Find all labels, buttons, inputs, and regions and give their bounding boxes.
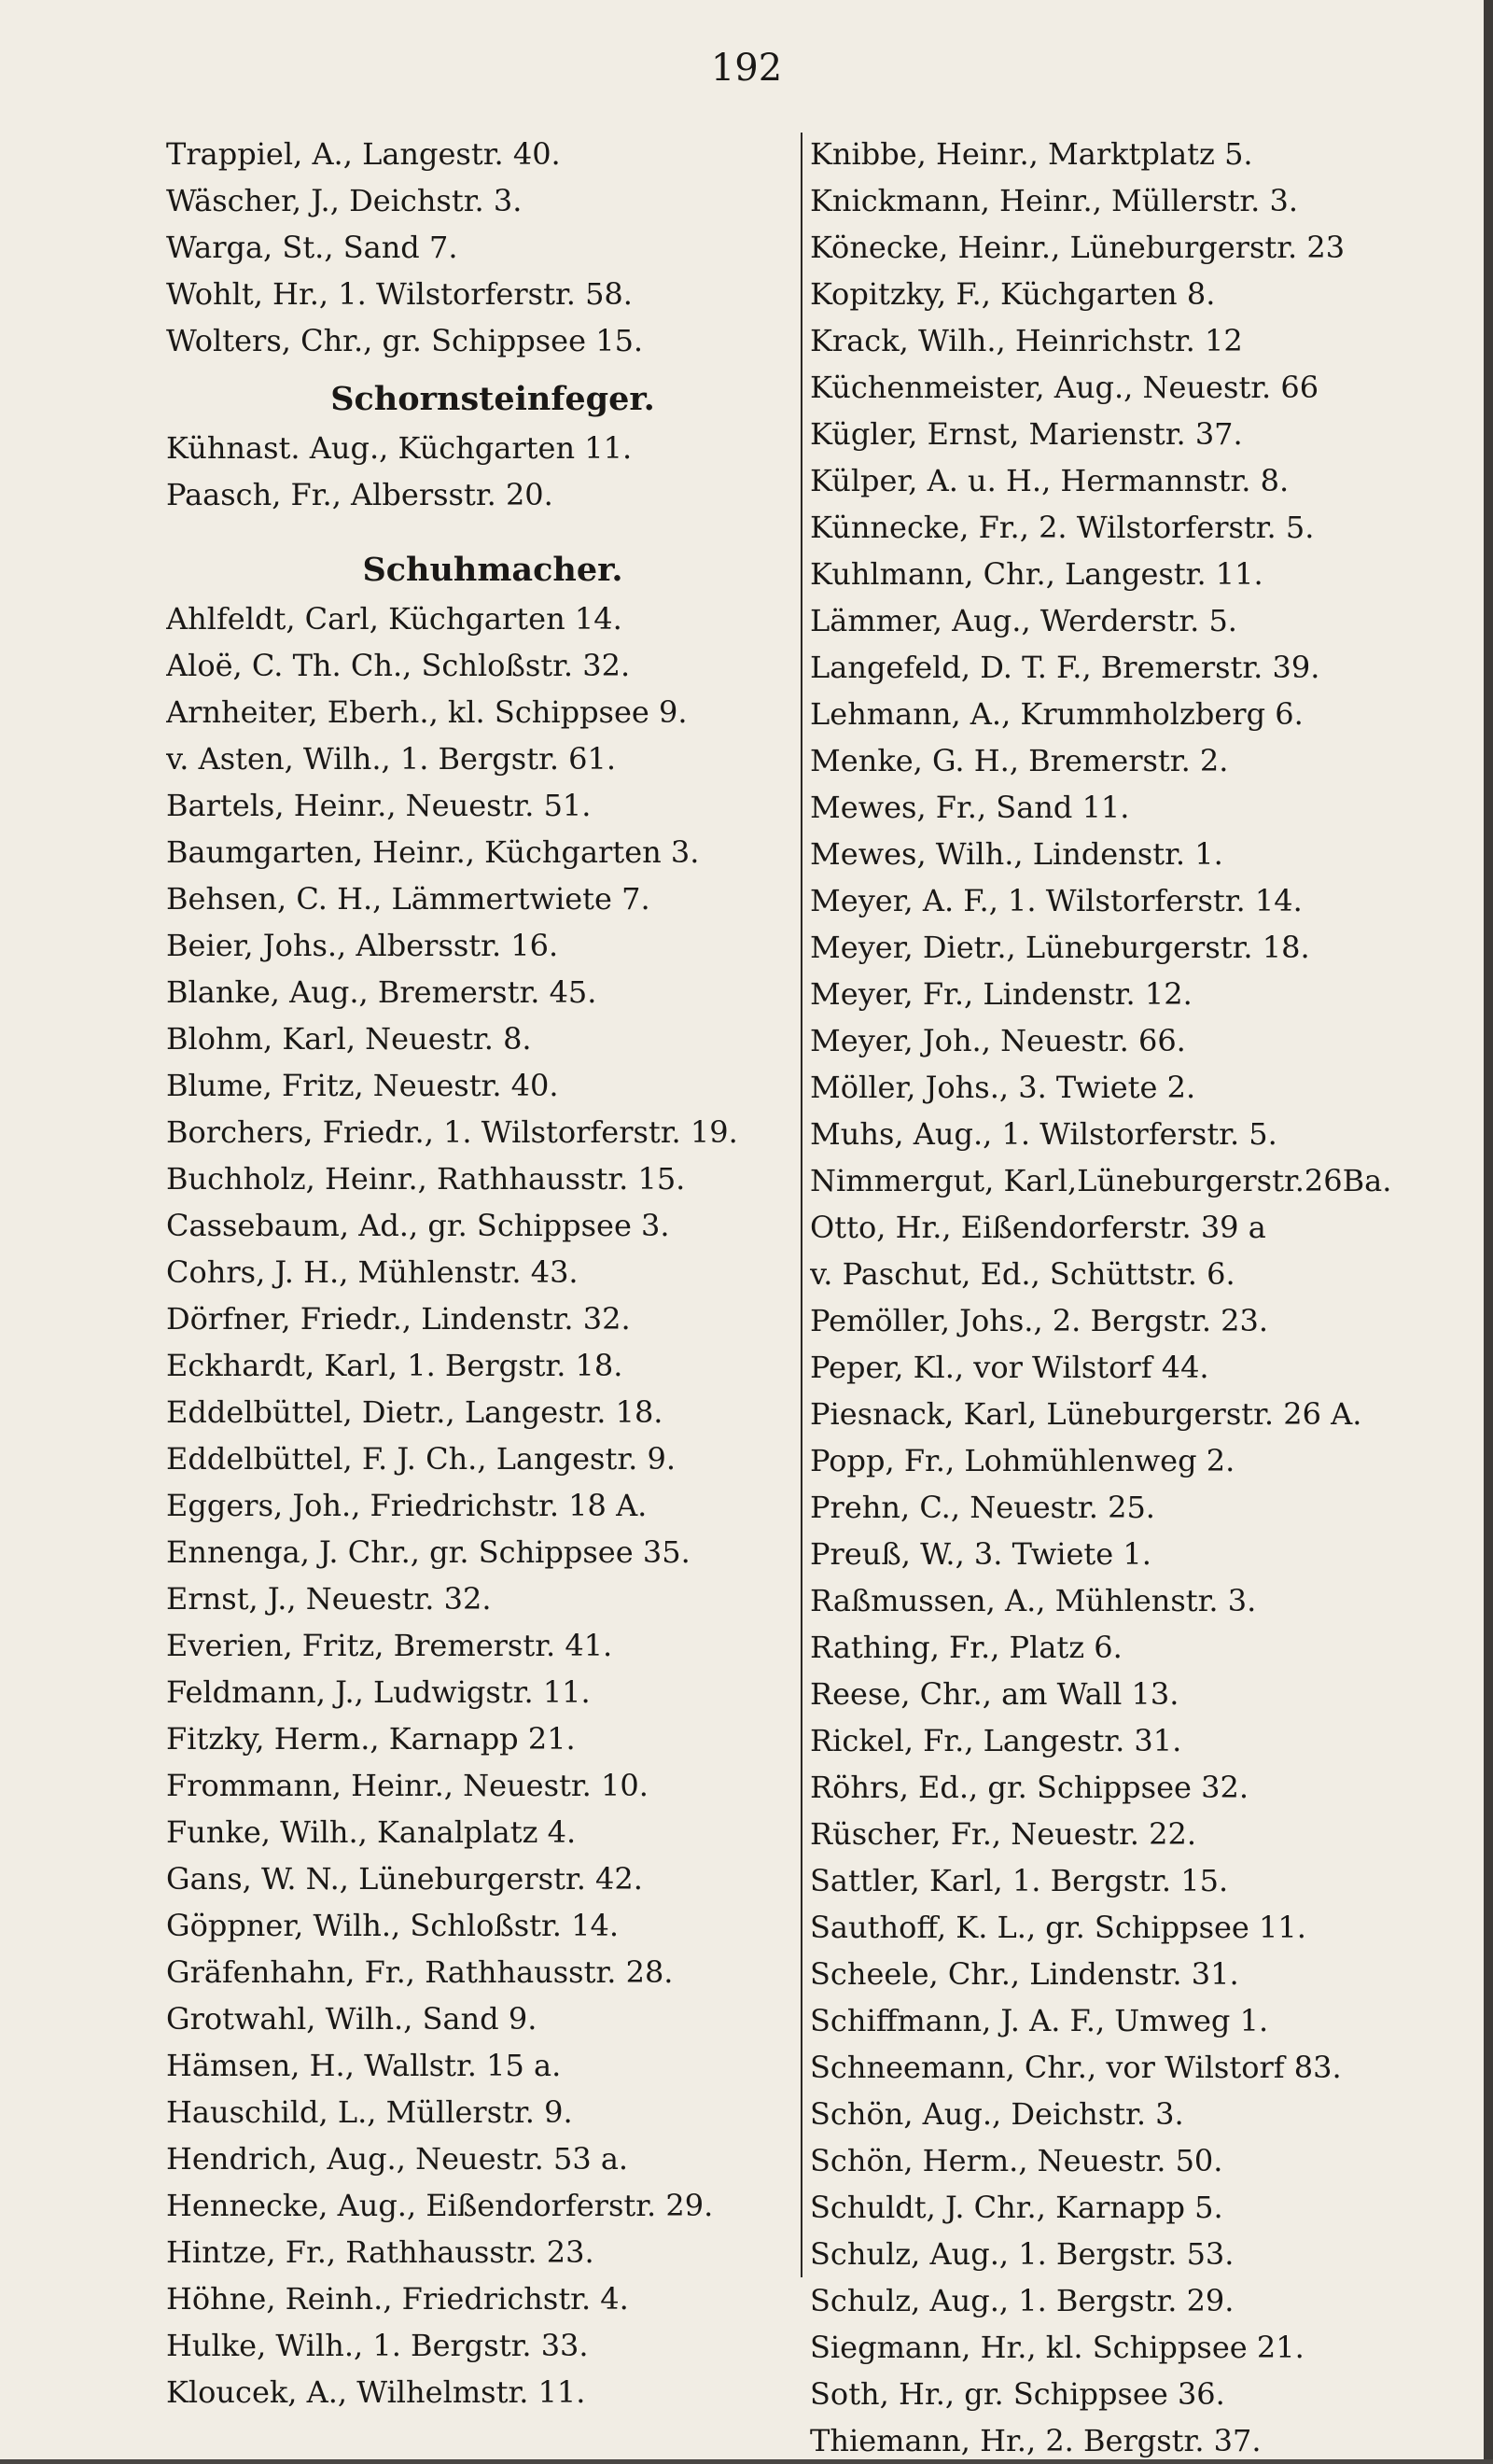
directory-entry: Fitzky, Herm., Karnapp 21.	[166, 1721, 576, 1757]
directory-entry: Gräfenhahn, Fr., Rathhausstr. 28.	[166, 1954, 674, 1990]
directory-entry: Rathing, Fr., Platz 6.	[810, 1630, 1123, 1665]
directory-entry: Soth, Hr., gr. Schippsee 36.	[810, 2376, 1225, 2412]
directory-entry: Knickmann, Heinr., Müllerstr. 3.	[810, 183, 1299, 218]
directory-entry: Schön, Herm., Neuestr. 50.	[810, 2143, 1223, 2178]
page-number: 192	[710, 47, 783, 90]
directory-entry: Wolters, Chr., gr. Schippsee 15.	[166, 323, 644, 358]
directory-entry: Behsen, C. H., Lämmertwiete 7.	[166, 881, 650, 917]
left-entries-shoemakers	[166, 595, 819, 2415]
directory-entry: Pemöller, Johs., 2. Bergstr. 23.	[810, 1303, 1269, 1338]
directory-entry: Rickel, Fr., Langestr. 31.	[810, 1723, 1182, 1758]
directory-entry: Popp, Fr., Lohmühlenweg 2.	[810, 1443, 1235, 1478]
directory-entry: Külper, A. u. H., Hermannstr. 8.	[810, 463, 1290, 498]
directory-entry: Otto, Hr., Eißendorferstr. 39 a	[810, 1210, 1266, 1245]
left-entries-top	[166, 131, 819, 364]
directory-entry: Peper, Kl., vor Wilstorf 44.	[810, 1350, 1209, 1385]
directory-entry: Hulke, Wilh., 1. Bergstr. 33.	[166, 2328, 589, 2363]
directory-entry: Kuhlmann, Chr., Langestr. 11.	[810, 556, 1263, 592]
directory-entry: Krack, Wilh., Heinrichstr. 12	[810, 323, 1243, 358]
directory-entry: Möller, Johs., 3. Twiete 2.	[810, 1070, 1196, 1105]
left-column	[166, 131, 819, 2415]
directory-entry: Wäscher, J., Deichstr. 3.	[166, 183, 523, 218]
directory-entry: Schuldt, J. Chr., Karnapp 5.	[810, 2190, 1223, 2225]
directory-entry: v. Paschut, Ed., Schüttstr. 6.	[810, 1256, 1235, 1292]
directory-entry: Eddelbüttel, F. J. Ch., Langestr. 9.	[166, 1441, 676, 1477]
directory-entry: Schneemann, Chr., vor Wilstorf 83.	[810, 2050, 1342, 2085]
directory-entry: Reese, Chr., am Wall 13.	[810, 1676, 1179, 1712]
directory-entry: Knibbe, Heinr., Marktplatz 5.	[810, 136, 1253, 172]
directory-entry: Hennecke, Aug., Eißendorferstr. 29.	[166, 2188, 714, 2223]
directory-entry: Kloucek, A., Wilhelmstr. 11.	[166, 2374, 586, 2410]
left-entries-chimney	[166, 425, 819, 518]
directory-entry: Borchers, Friedr., 1. Wilstorferstr. 19.	[166, 1114, 738, 1150]
directory-entry: Schulz, Aug., 1. Bergstr. 53.	[810, 2236, 1235, 2272]
directory-entry: Könecke, Heinr., Lüneburgerstr. 23	[810, 230, 1346, 265]
directory-entry: Menke, G. H., Bremerstr. 2.	[810, 743, 1229, 778]
directory-entry: Langefeld, D. T. F., Bremerstr. 39.	[810, 650, 1320, 685]
directory-entry: Meyer, Fr., Lindenstr. 12.	[810, 976, 1193, 1012]
directory-entry: Scheele, Chr., Lindenstr. 31.	[810, 1956, 1239, 1992]
directory-entry: Meyer, A. F., 1. Wilstorferstr. 14.	[810, 883, 1303, 918]
page-edge-shadow	[1484, 0, 1493, 2459]
directory-entry: Ahlfeldt, Carl, Küchgarten 14.	[166, 601, 622, 637]
directory-entry: Frommann, Heinr., Neuestr. 10.	[166, 1768, 649, 1803]
directory-entry: Ennenga, J. Chr., gr. Schippsee 35.	[166, 1534, 691, 1570]
directory-entry: Röhrs, Ed., gr. Schippsee 32.	[810, 1770, 1249, 1805]
directory-entry: Eggers, Joh., Friedrichstr. 18 A.	[166, 1488, 648, 1523]
directory-entry: Sauthoff, K. L., gr. Schippsee 11.	[810, 1910, 1306, 1945]
directory-entry: Sattler, Karl, 1. Bergstr. 15.	[810, 1863, 1229, 1898]
directory-entry: Beier, Johs., Albersstr. 16.	[166, 928, 559, 963]
directory-entry: Hintze, Fr., Rathhausstr. 23.	[166, 2234, 594, 2270]
directory-entry: Gans, W. N., Lüneburgerstr. 42.	[166, 1861, 643, 1897]
directory-entry: Meyer, Joh., Neuestr. 66.	[810, 1023, 1186, 1058]
directory-entry: Kügler, Ernst, Marienstr. 37.	[810, 416, 1243, 452]
directory-entry: Lämmer, Aug., Werderstr. 5.	[810, 603, 1237, 638]
directory-entry: Hämsen, H., Wallstr. 15 a.	[166, 2048, 562, 2083]
directory-entry: Warga, St., Sand 7.	[166, 230, 458, 265]
column-divider	[801, 133, 802, 2277]
directory-entry: Blohm, Karl, Neuestr. 8.	[166, 1021, 532, 1057]
directory-entry: Eckhardt, Karl, 1. Bergstr. 18.	[166, 1348, 623, 1383]
directory-entry: Höhne, Reinh., Friedrichstr. 4.	[166, 2281, 629, 2317]
directory-entry: Mewes, Fr., Sand 11.	[810, 790, 1130, 825]
right-column	[810, 131, 1463, 2464]
directory-entry: Raßmussen, A., Mühlenstr. 3.	[810, 1583, 1257, 1618]
directory-entry: Cohrs, J. H., Mühlenstr. 43.	[166, 1254, 579, 1290]
directory-entry: Feldmann, J., Ludwigstr. 11.	[166, 1674, 591, 1710]
directory-entry: Meyer, Dietr., Lüneburgerstr. 18.	[810, 930, 1310, 965]
directory-entry: Blume, Fritz, Neuestr. 40.	[166, 1068, 559, 1103]
directory-entry: Bartels, Heinr., Neuestr. 51.	[166, 788, 592, 823]
directory-entry: Hendrich, Aug., Neuestr. 53 a.	[166, 2141, 629, 2177]
directory-entry: Prehn, C., Neuestr. 25.	[810, 1490, 1155, 1525]
directory-entry: Kopitzky, F., Küchgarten 8.	[810, 276, 1216, 312]
directory-entry: Grotwahl, Wilh., Sand 9.	[166, 2001, 537, 2037]
directory-entry: Küchenmeister, Aug., Neuestr. 66	[810, 370, 1319, 405]
directory-entry: Trappiel, A., Langestr. 40.	[166, 136, 561, 172]
directory-entry: Funke, Wilh., Kanalplatz 4.	[166, 1814, 577, 1850]
directory-entry: Cassebaum, Ad., gr. Schippsee 3.	[166, 1208, 670, 1243]
directory-entry: Baumgarten, Heinr., Küchgarten 3.	[166, 834, 700, 870]
directory-entry: Blanke, Aug., Bremerstr. 45.	[166, 974, 597, 1010]
directory-entry: Paasch, Fr., Albersstr. 20.	[166, 477, 553, 512]
directory-entry: Göppner, Wilh., Schloßstr. 14.	[166, 1908, 620, 1943]
right-entries	[810, 131, 1463, 2464]
directory-entry: Mewes, Wilh., Lindenstr. 1.	[810, 836, 1223, 872]
directory-entry: Schiffmann, J. A. F., Umweg 1.	[810, 2003, 1269, 2038]
directory-entry: Siegmann, Hr., kl. Schippsee 21.	[810, 2330, 1305, 2365]
directory-entry: Preuß, W., 3. Twiete 1.	[810, 1536, 1151, 1572]
directory-entry: Muhs, Aug., 1. Wilstorferstr. 5.	[810, 1116, 1277, 1152]
directory-entry: Dörfner, Friedr., Lindenstr. 32.	[166, 1301, 631, 1337]
directory-entry: Lehmann, A., Krummholzberg 6.	[810, 696, 1304, 732]
directory-entry: Ernst, J., Neuestr. 32.	[166, 1581, 492, 1617]
directory-entry: Everien, Fritz, Bremerstr. 41.	[166, 1628, 613, 1663]
directory-entry: Rüscher, Fr., Neuestr. 22.	[810, 1816, 1196, 1852]
directory-entry: Künnecke, Fr., 2. Wilstorferstr. 5.	[810, 510, 1315, 545]
section-heading-shoemakers: Schuhmacher.	[362, 551, 623, 589]
directory-entry: Hauschild, L., Müllerstr. 9.	[166, 2094, 573, 2130]
directory-entry: Buchholz, Heinr., Rathhausstr. 15.	[166, 1161, 686, 1197]
directory-entry: Schulz, Aug., 1. Bergstr. 29.	[810, 2283, 1235, 2318]
directory-entry: Eddelbüttel, Dietr., Langestr. 18.	[166, 1394, 663, 1430]
directory-entry: Aloë, C. Th. Ch., Schloßstr. 32.	[166, 648, 631, 683]
directory-entry: Nimmergut, Karl,Lüneburgerstr.26Ba.	[810, 1163, 1392, 1198]
section-heading-chimney-sweeps: Schornsteinfeger.	[330, 380, 655, 418]
directory-entry: Schön, Aug., Deichstr. 3.	[810, 2096, 1184, 2132]
directory-entry: v. Asten, Wilh., 1. Bergstr. 61.	[166, 741, 617, 777]
directory-entry: Wohlt, Hr., 1. Wilstorferstr. 58.	[166, 276, 633, 312]
directory-entry: Arnheiter, Eberh., kl. Schippsee 9.	[166, 694, 688, 730]
directory-entry: Thiemann, Hr., 2. Bergstr. 37.	[810, 2423, 1262, 2458]
directory-entry: Kühnast. Aug., Küchgarten 11.	[166, 430, 633, 466]
directory-entry: Piesnack, Karl, Lüneburgerstr. 26 A.	[810, 1396, 1362, 1432]
